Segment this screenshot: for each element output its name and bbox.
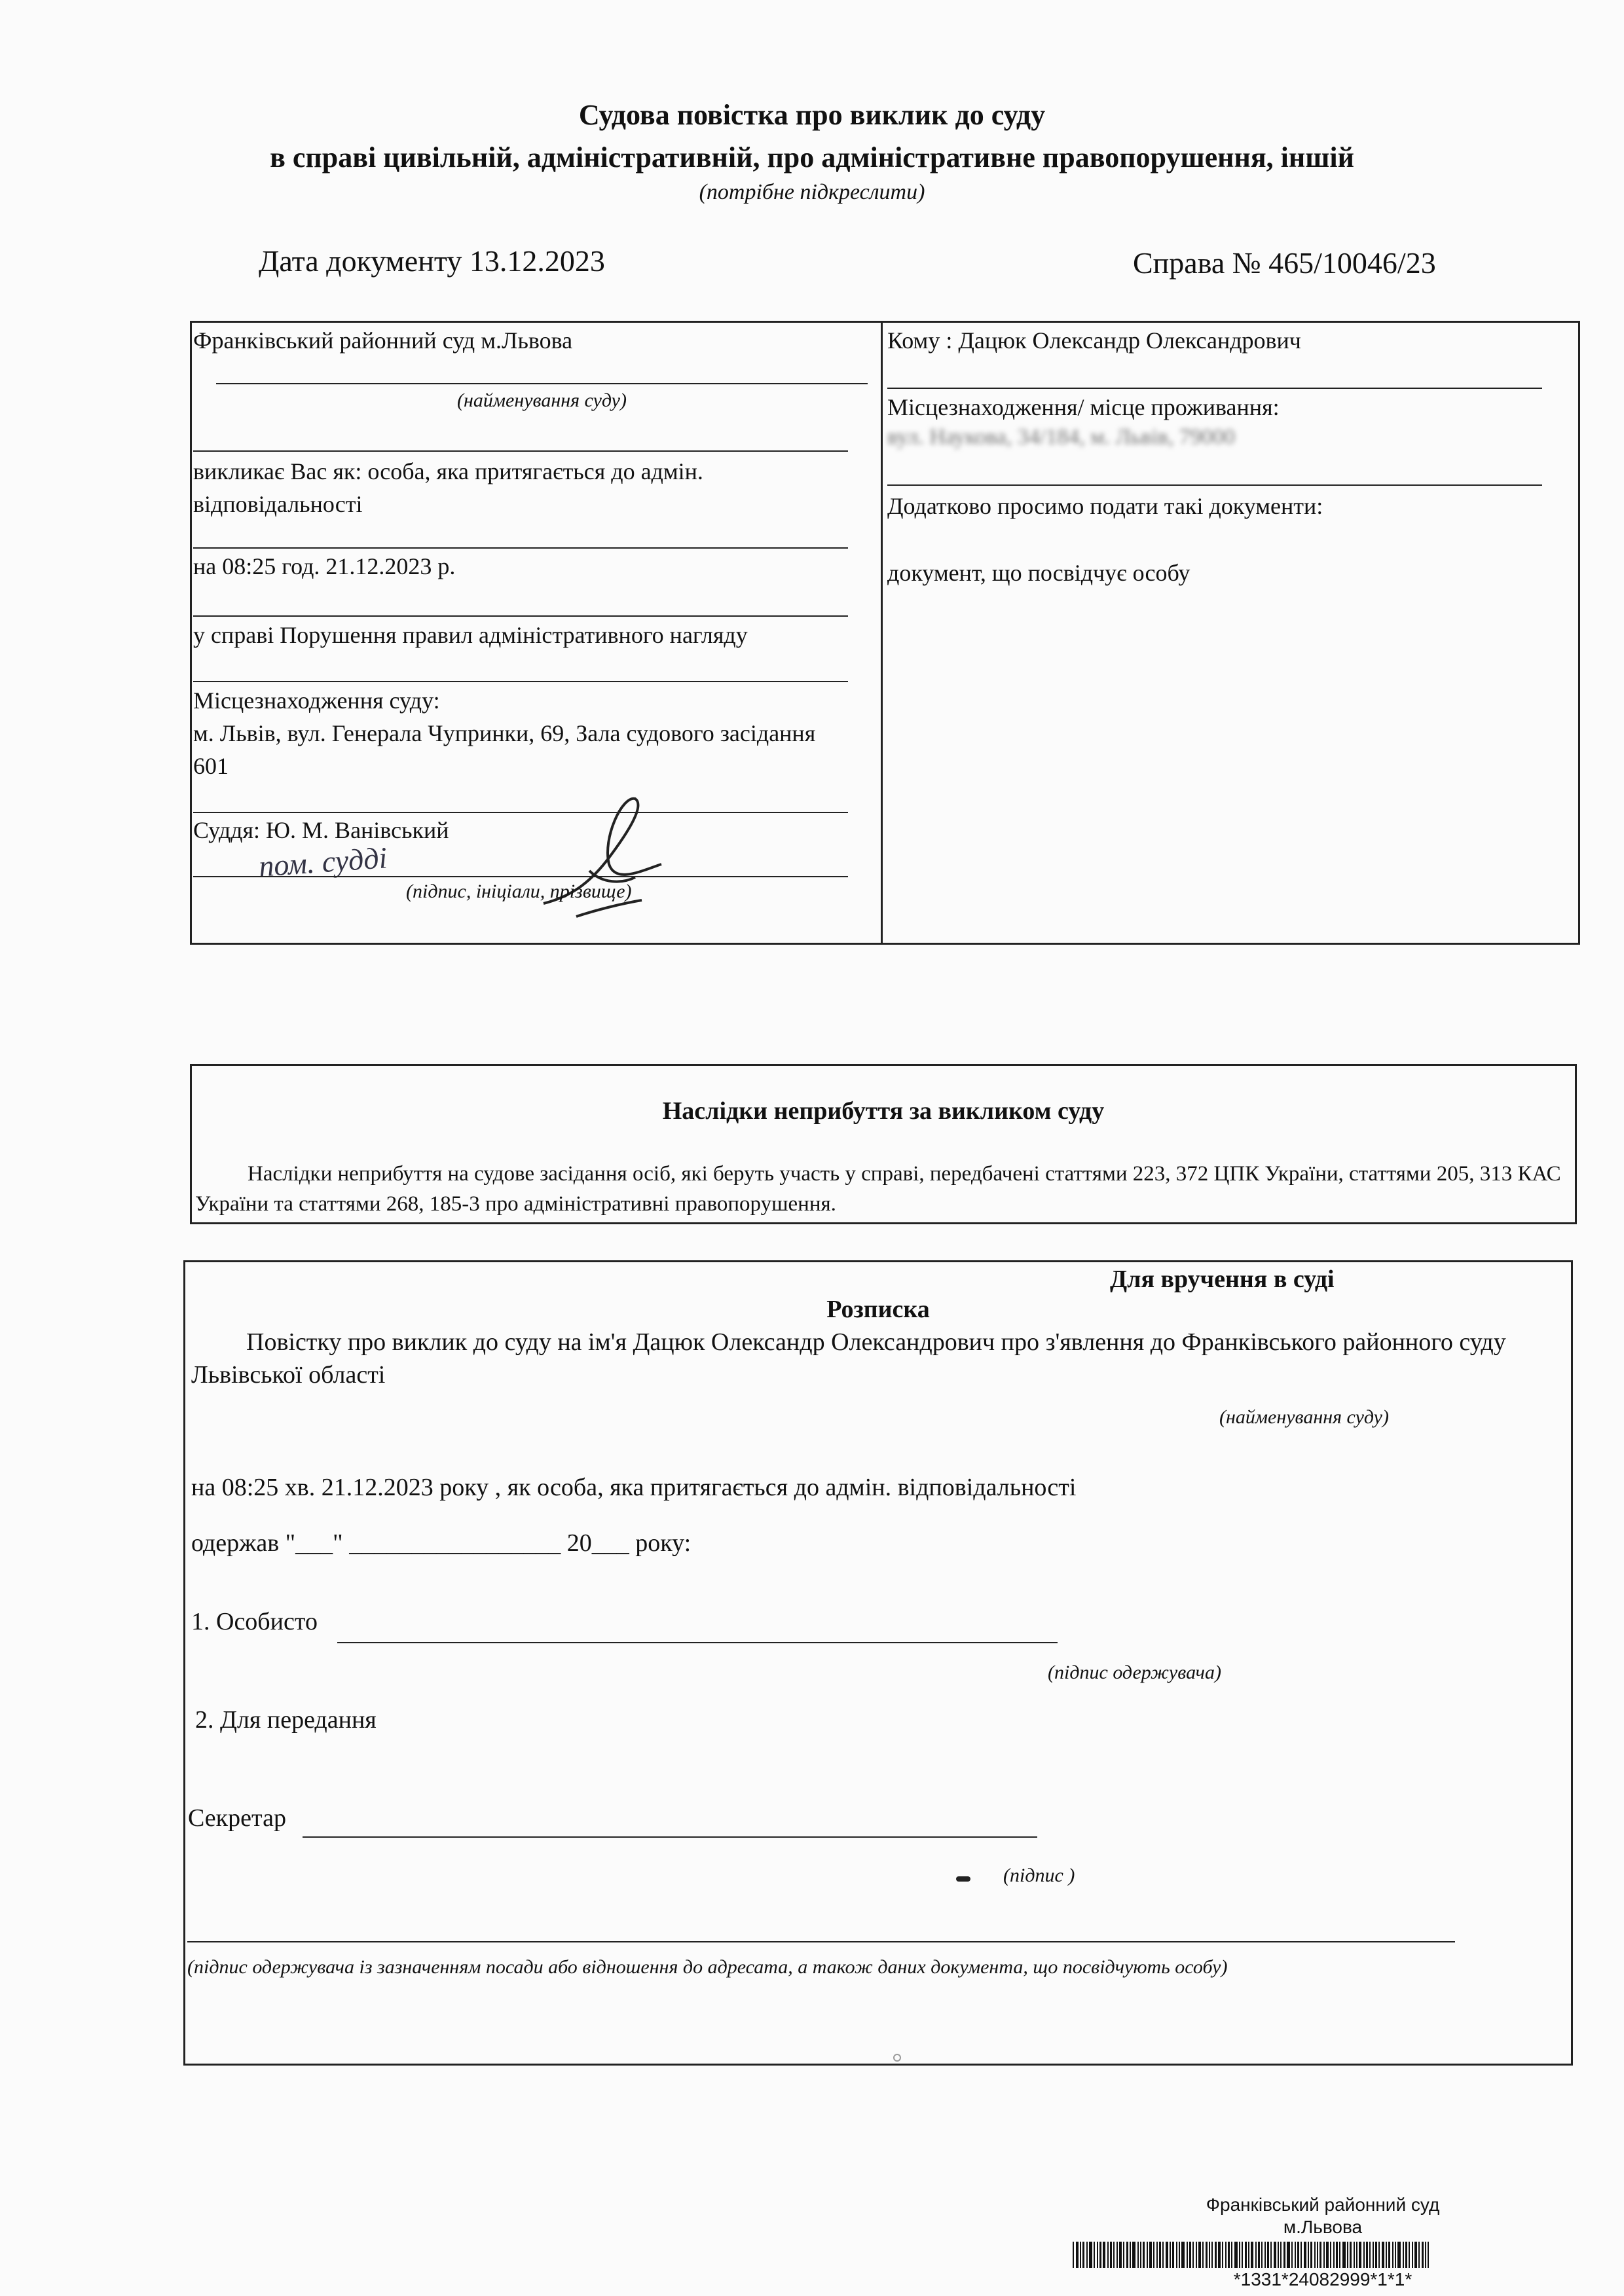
barcode-bar	[1310, 2242, 1312, 2268]
secretary-signature-hint: (підпис )	[1003, 1865, 1075, 1886]
receipt-court-hint: (найменування суду)	[1219, 1406, 1389, 1428]
case-number: Справа № 465/10046/23	[1133, 246, 1436, 280]
barcode-bar	[1089, 2242, 1092, 2268]
barcode-bar	[1295, 2242, 1296, 2268]
called-as: викликає Вас як: особа, яка притягається до адмін. відповідальності	[193, 458, 703, 517]
barcode-bar	[1342, 2242, 1346, 2268]
footer-rule	[187, 1941, 1455, 1942]
barcode-bar	[1234, 2242, 1238, 2268]
barcode-bar	[1181, 2242, 1185, 2268]
rule-3	[193, 547, 848, 549]
signature-hint: (підпис, ініціали, прізвище)	[406, 881, 632, 902]
barcode-bar	[1267, 2242, 1269, 2268]
barcode-bar	[1350, 2242, 1352, 2268]
rule-7	[193, 876, 848, 877]
barcode-bar	[1326, 2242, 1329, 2268]
title-line-2: в справі цивільній, адміністративній, про адміністративне правопорушення, іншій	[270, 141, 1354, 173]
court-name: Франківський районний суд м.Львова	[193, 327, 573, 354]
barcode-bar	[1147, 2242, 1148, 2268]
barcode-bar	[1172, 2242, 1174, 2268]
barcode-bar	[1211, 2242, 1213, 2268]
barcode-bar	[1264, 2242, 1266, 2268]
barcode-bar	[1378, 2242, 1380, 2268]
barcode-bar	[1153, 2242, 1154, 2268]
column-divider	[881, 321, 883, 945]
consequences-text: Наслідки неприбуття на судове засідання осіб, які беруть участь у справі, передбачені статтями 223, 372 ЦПК України, статтями 205, 313 КАС України та статтями 268, 185-3 про адміністративні правопорушення.	[195, 1162, 1561, 1216]
barcode-bar	[1156, 2242, 1158, 2268]
barcode-bar	[1336, 2242, 1338, 2268]
barcode-bar	[1202, 2242, 1204, 2268]
barcode-bar	[1359, 2242, 1361, 2268]
barcode-bar	[1097, 2242, 1098, 2268]
barcode-bar	[1107, 2242, 1109, 2268]
barcode-bar	[1261, 2242, 1263, 2268]
barcode-bar	[1428, 2242, 1429, 2268]
extra-docs: документ, що посвідчує особу	[887, 560, 1190, 586]
barcode-bar	[1422, 2242, 1424, 2268]
judge-name: Суддя: Ю. М. Ванівський	[193, 817, 449, 843]
barcode-bar	[1103, 2242, 1105, 2268]
barcode-bar	[1274, 2242, 1276, 2268]
barcode-bar	[1094, 2242, 1095, 2268]
barcode-bar	[1209, 2242, 1210, 2268]
barcode-bar	[1110, 2242, 1112, 2268]
court-location-text: м. Львів, вул. Генерала Чупринки, 69, Зала судового засідання 601	[193, 720, 816, 779]
receipt-title: Розписка	[826, 1296, 930, 1323]
barcode-bar	[1170, 2242, 1171, 2268]
secretary-rule	[303, 1836, 1037, 1838]
barcode-bar	[1301, 2242, 1302, 2268]
consequences-title: Наслідки неприбуття за викликом суду	[662, 1097, 1105, 1125]
barcode-bar	[1239, 2242, 1240, 2268]
receipt-intro: Повістку про виклик до суду на ім'я Дацюк Олександр Олександрович про з'явлення до Франківського районного суду Львівської області	[191, 1328, 1506, 1389]
barcode-bar	[1366, 2242, 1368, 2268]
barcode-bar	[1405, 2242, 1407, 2268]
barcode	[1073, 2242, 1570, 2268]
barcode-bar	[1356, 2242, 1357, 2268]
barcode-bar	[1137, 2242, 1139, 2268]
address-blurred: вул. Наукова, 34/184, м. Львів, 79000	[887, 425, 1235, 449]
hearing-time: на 08:25 год. 21.12.2023 р.	[193, 553, 456, 579]
barcode-bar	[1206, 2242, 1208, 2268]
barcode-bar	[1373, 2242, 1374, 2268]
rule-4	[193, 615, 848, 617]
barcode-bar	[1425, 2242, 1426, 2268]
court-name-rule	[216, 383, 868, 384]
barcode-bar	[1222, 2242, 1223, 2268]
personally-label: 1. Особисто	[191, 1608, 318, 1635]
barcode-bar	[1409, 2242, 1410, 2268]
barcode-bar	[1082, 2242, 1084, 2268]
barcode-bar	[1176, 2242, 1177, 2268]
barcode-bar	[1192, 2242, 1194, 2268]
stamp-line-1: Франківський районний суд	[1206, 2195, 1440, 2215]
court-location-label: Місцезнаходження суду:	[193, 687, 440, 714]
barcode-bar	[1196, 2242, 1197, 2268]
received-line: одержав "___" _________________ 20___ року:	[191, 1529, 692, 1557]
barcode-bar	[1073, 2242, 1074, 2268]
barcode-bar	[1099, 2242, 1101, 2268]
barcode-bar	[1140, 2242, 1141, 2268]
title-line-1: Судова повістка про виклик до суду	[578, 99, 1046, 131]
receipt-footer-note: (підпис одержувача із зазначенням посади або відношення до адресата, а також даних документа, що посвідчують особу)	[187, 1956, 1228, 1978]
barcode-bar	[1403, 2242, 1404, 2268]
barcode-bar	[1086, 2242, 1088, 2268]
underline-note: (потрібне підкреслити)	[699, 180, 925, 204]
stamp-line-2: м.Львова	[1283, 2217, 1363, 2237]
secretary-label: Секретар	[188, 1804, 286, 1832]
address-rule	[887, 484, 1542, 486]
barcode-bar	[1283, 2242, 1285, 2268]
barcode-bar	[1291, 2242, 1293, 2268]
barcode-bar	[1304, 2242, 1306, 2268]
barcode-bar	[1080, 2242, 1081, 2268]
barcode-bar	[1375, 2242, 1377, 2268]
barcode-bar	[1231, 2242, 1232, 2268]
barcode-bar	[1242, 2242, 1243, 2268]
barcode-bar	[1255, 2242, 1257, 2268]
extra-docs-label: Додатково просимо подати такі документи:	[887, 493, 1323, 519]
barcode-bar	[1297, 2242, 1299, 2268]
court-name-hint: (найменування суду)	[457, 390, 627, 411]
barcode-bar	[1159, 2242, 1161, 2268]
recipient-rule	[887, 388, 1542, 389]
barcode-bar	[1198, 2242, 1201, 2268]
barcode-bar	[1116, 2242, 1118, 2268]
barcode-bar	[1354, 2242, 1355, 2268]
barcode-bar	[1126, 2242, 1128, 2268]
barcode-bar	[1258, 2242, 1260, 2268]
case-subject: у справі Порушення правил адміністративного нагляду	[193, 622, 748, 648]
barcode-bar	[1418, 2242, 1420, 2268]
receipt-time-line: на 08:25 хв. 21.12.2023 року , як особа, яка притягається до адмін. відповідальності	[191, 1474, 1077, 1501]
barcode-bar	[1323, 2242, 1325, 2268]
personally-rule	[337, 1642, 1058, 1643]
barcode-bar	[1395, 2242, 1396, 2268]
barcode-bar	[1392, 2242, 1393, 2268]
rule-5	[193, 681, 848, 682]
barcode-bar	[1382, 2242, 1384, 2268]
for-court-label: Для вручення в суді	[1110, 1266, 1335, 1293]
barcode-bar	[1076, 2242, 1079, 2268]
barcode-bar	[1113, 2242, 1115, 2268]
barcode-bar	[1308, 2242, 1309, 2268]
recipient-signature-hint: (підпис одержувача)	[1048, 1662, 1221, 1683]
barcode-bar	[1179, 2242, 1180, 2268]
barcode-bar	[1330, 2242, 1331, 2268]
barcode-bar	[1149, 2242, 1152, 2268]
barcode-bar	[1386, 2242, 1387, 2268]
address-label: Місцезнаходження/ місце проживання:	[887, 394, 1280, 420]
rule-2	[193, 450, 848, 452]
barcode-bar	[1215, 2242, 1217, 2268]
barcode-bar	[1278, 2242, 1279, 2268]
barcode-bar	[1339, 2242, 1340, 2268]
barcode-bar	[1397, 2242, 1401, 2268]
barcode-bar	[1187, 2242, 1188, 2268]
barcode-bar	[1314, 2242, 1316, 2268]
rule-6	[193, 812, 848, 813]
barcode-bar	[1162, 2242, 1164, 2268]
stray-dot	[893, 2054, 901, 2062]
barcode-bar	[1320, 2242, 1321, 2268]
barcode-bar	[1363, 2242, 1365, 2268]
barcode-bar	[1280, 2242, 1282, 2268]
barcode-bar	[1333, 2242, 1335, 2268]
barcode-bar	[1119, 2242, 1122, 2268]
barcode-bar	[1287, 2242, 1290, 2268]
barcode-code: *1331*24082999*1*1*	[1233, 2269, 1412, 2289]
barcode-bar	[1270, 2242, 1272, 2268]
barcode-bar	[1189, 2242, 1191, 2268]
transfer-label: 2. Для передання	[195, 1706, 377, 1734]
signature-mark	[956, 1876, 970, 1882]
barcode-bar	[1143, 2242, 1145, 2268]
barcode-bar	[1123, 2242, 1124, 2268]
barcode-bar	[1414, 2242, 1417, 2268]
barcode-bar	[1369, 2242, 1371, 2268]
barcode-bar	[1166, 2242, 1168, 2268]
barcode-bar	[1132, 2242, 1135, 2268]
judge-signature	[530, 786, 681, 930]
document-date: Дата документу 13.12.2023	[259, 244, 605, 278]
barcode-bar	[1245, 2242, 1247, 2268]
recipient: Кому : Дацюк Олександр Олександрович	[887, 327, 1301, 354]
barcode-bar	[1130, 2242, 1131, 2268]
barcode-bar	[1412, 2242, 1413, 2268]
barcode-bar	[1347, 2242, 1348, 2268]
barcode-bar	[1388, 2242, 1390, 2268]
barcode-bar	[1218, 2242, 1221, 2268]
barcode-bar	[1251, 2242, 1253, 2268]
barcode-bar	[1225, 2242, 1227, 2268]
barcode-bar	[1317, 2242, 1318, 2268]
barcode-bar	[1248, 2242, 1249, 2268]
barcode-bar	[1228, 2242, 1230, 2268]
handwritten-assistant: пом. судді	[257, 841, 388, 883]
